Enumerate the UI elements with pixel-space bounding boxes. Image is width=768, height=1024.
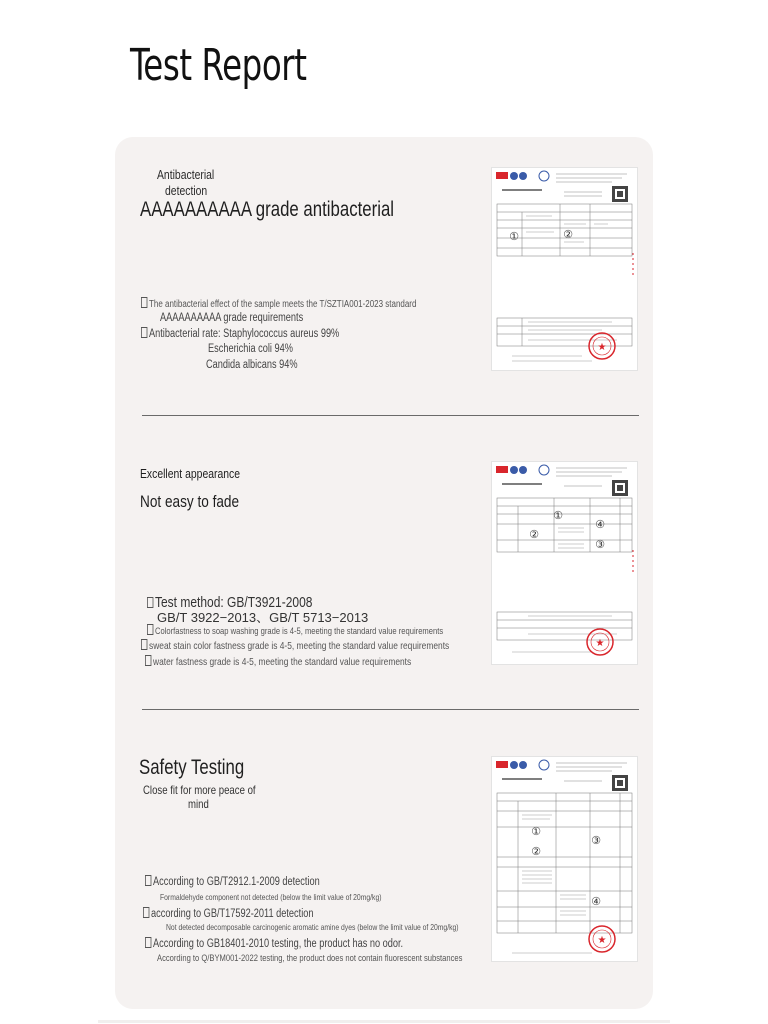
detail-line: According to Q/BYM001-2022 testing, the product does not contain fluorescent substances: [157, 953, 463, 964]
detail-line: Colorfastness to soap washing grade is 4-5, meeting the standard value requirements: [147, 624, 517, 637]
detail-line: Antibacterial rate: Staphylococcus aureus 99%: [141, 327, 389, 340]
detail-line: The antibacterial effect of the sample meets the T/SZTIA001-2023 standard: [141, 297, 485, 310]
doc-mark: ①: [553, 510, 563, 522]
detail-line: Not detected decomposable carcinogenic aromatic amine dyes (below the limit value of 20mg/kg): [166, 922, 459, 932]
section-label: detection: [165, 183, 208, 198]
doc-mark: ④: [595, 519, 605, 531]
svg-text:★: ★: [595, 638, 605, 649]
doc-mark: ②: [563, 229, 573, 241]
method-line: GB/T 3922−2013、GB/T 5713−2013: [157, 610, 369, 625]
section-subtitle: mind: [188, 797, 209, 811]
section-label: Excellent appearance: [140, 466, 241, 481]
svg-text:★: ★: [597, 935, 607, 946]
page-title: Test Report: [130, 40, 307, 91]
doc-mark: ①: [509, 231, 519, 243]
method-line: Test method: GB/T3921-2008: [147, 594, 354, 611]
section-heading: AAAAAAAAAA grade antibacterial: [140, 198, 395, 221]
section-heading: Safety Testing: [139, 756, 245, 779]
section-heading: Not easy to fade: [140, 492, 240, 511]
detail-line: Candida albicans 94%: [206, 359, 298, 371]
detail-line: Escherichia coli 94%: [208, 343, 293, 355]
svg-text:★: ★: [597, 342, 607, 353]
doc-mark: ②: [531, 846, 541, 858]
doc-mark: ③: [595, 539, 605, 551]
doc-mark: ②: [529, 529, 539, 541]
test-report-document-image: [492, 757, 637, 961]
detail-line: water fastness grade is 4-5, meeting the standard value requirements: [145, 655, 478, 668]
test-report-document-image: [492, 168, 637, 370]
detail-line: AAAAAAAAAA grade requirements: [160, 312, 304, 324]
detail-line: sweat stain color fastness grade is 4-5, meeting the standard value requirements: [141, 639, 526, 652]
bottom-divider: [98, 1020, 670, 1023]
detail-line: According to GB/T2912.1-2009 detection: [145, 875, 363, 888]
detail-line: According to GB18401-2010 testing, the product has no odor.: [145, 937, 468, 950]
doc-mark: ③: [591, 835, 601, 847]
section-divider: [142, 415, 639, 416]
section-label: Antibacterial: [157, 167, 215, 182]
section-divider: [142, 709, 639, 710]
detail-line: Formaldehyde component not detected (below the limit value of 20mg/kg): [160, 892, 382, 902]
test-report-document-image: [492, 462, 637, 664]
detail-line: according to GB/T17592-2011 detection: [143, 907, 356, 920]
doc-mark: ④: [591, 896, 601, 908]
section-subtitle: Close fit for more peace of: [143, 783, 256, 797]
doc-mark: ①: [531, 826, 541, 838]
